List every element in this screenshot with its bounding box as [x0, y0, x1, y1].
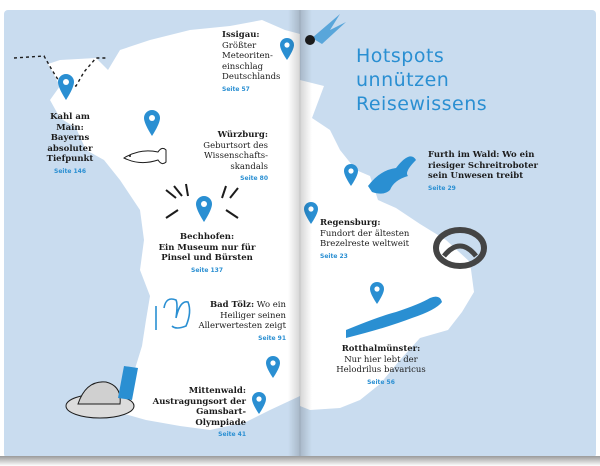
- entry-page: Seite 137: [191, 266, 223, 274]
- entry-page: Seite 57: [222, 85, 250, 93]
- entry-mittenwald: [146, 386, 246, 441]
- map-pin-icon: [196, 196, 212, 222]
- book-edge-shadow: [0, 456, 600, 466]
- entry-page: Seite 23: [320, 252, 348, 260]
- entry-head: Rotthalmünster:: [341, 344, 421, 354]
- entry-text: Wo ein riesiger Schreitroboter sein Unwesen treibt: [428, 150, 539, 181]
- entry-page: Seite 29: [428, 184, 456, 192]
- entry-page: Seite 80: [240, 175, 268, 182]
- entry-head: Bad Tölz:: [209, 300, 255, 310]
- entry-badtoelz: [190, 300, 286, 344]
- entry-head: Würzburg:: [217, 130, 268, 140]
- entry-head: Issigau:: [222, 30, 260, 40]
- entry-kahl: [38, 112, 102, 177]
- entry-head: Mittenwald:: [188, 386, 246, 396]
- map-pin-icon: [266, 356, 280, 378]
- title-line-2: unnützen: [356, 69, 450, 91]
- entry-text: Nur hier lebt der Helodrilus bavaricus: [336, 354, 426, 375]
- entry-text: Austragungsort der Gamsbart-Olympiade: [152, 396, 246, 428]
- map-pin-icon: [58, 74, 74, 100]
- map-pin-icon: [252, 392, 266, 414]
- entry-text: Größter Meteoriten-einschlag Deutschlands: [222, 40, 281, 82]
- entry-furth: [428, 150, 548, 194]
- entry-text: Geburtsort des Wissenschafts-skandals: [203, 140, 268, 172]
- entry-text: Fundort der ältesten Brezelreste weltweit: [320, 228, 410, 249]
- entry-text: Ein Museum nur für Pinsel und Bürsten: [158, 242, 256, 263]
- book-gutter: [288, 10, 312, 458]
- map-pin-icon: [144, 110, 160, 136]
- entry-text: Wo ein Heiliger seinen Allerwertesten zeigt: [198, 300, 286, 331]
- entry-issigau: [222, 30, 282, 95]
- hat-icon: [66, 366, 138, 418]
- entry-head: Furth im Wald:: [428, 150, 500, 160]
- map-pin-icon: [344, 164, 358, 186]
- map-pin-icon: [370, 282, 384, 304]
- entry-head: Regensburg:: [320, 218, 381, 228]
- entry-page: Seite 91: [258, 334, 286, 342]
- entry-page: Seite 146: [54, 167, 86, 175]
- entry-page: Seite 41: [218, 431, 246, 438]
- entry-page: Seite 56: [367, 378, 395, 386]
- entry-text: Bayerns absoluter Tiefpunkt: [46, 133, 94, 164]
- entry-regensburg: [320, 218, 416, 262]
- title-line-3: Reisewissens: [356, 93, 488, 115]
- entry-wuerzburg: [168, 130, 268, 185]
- title-line-1: Hotspots: [356, 45, 445, 67]
- page-title: [356, 44, 487, 116]
- entry-bechhofen: [152, 232, 262, 276]
- entry-head: Bechhofen:: [179, 232, 235, 242]
- dragon-icon: [368, 156, 416, 193]
- entry-rotthal: [326, 344, 436, 388]
- entry-head: Kahl am Main:: [50, 112, 90, 133]
